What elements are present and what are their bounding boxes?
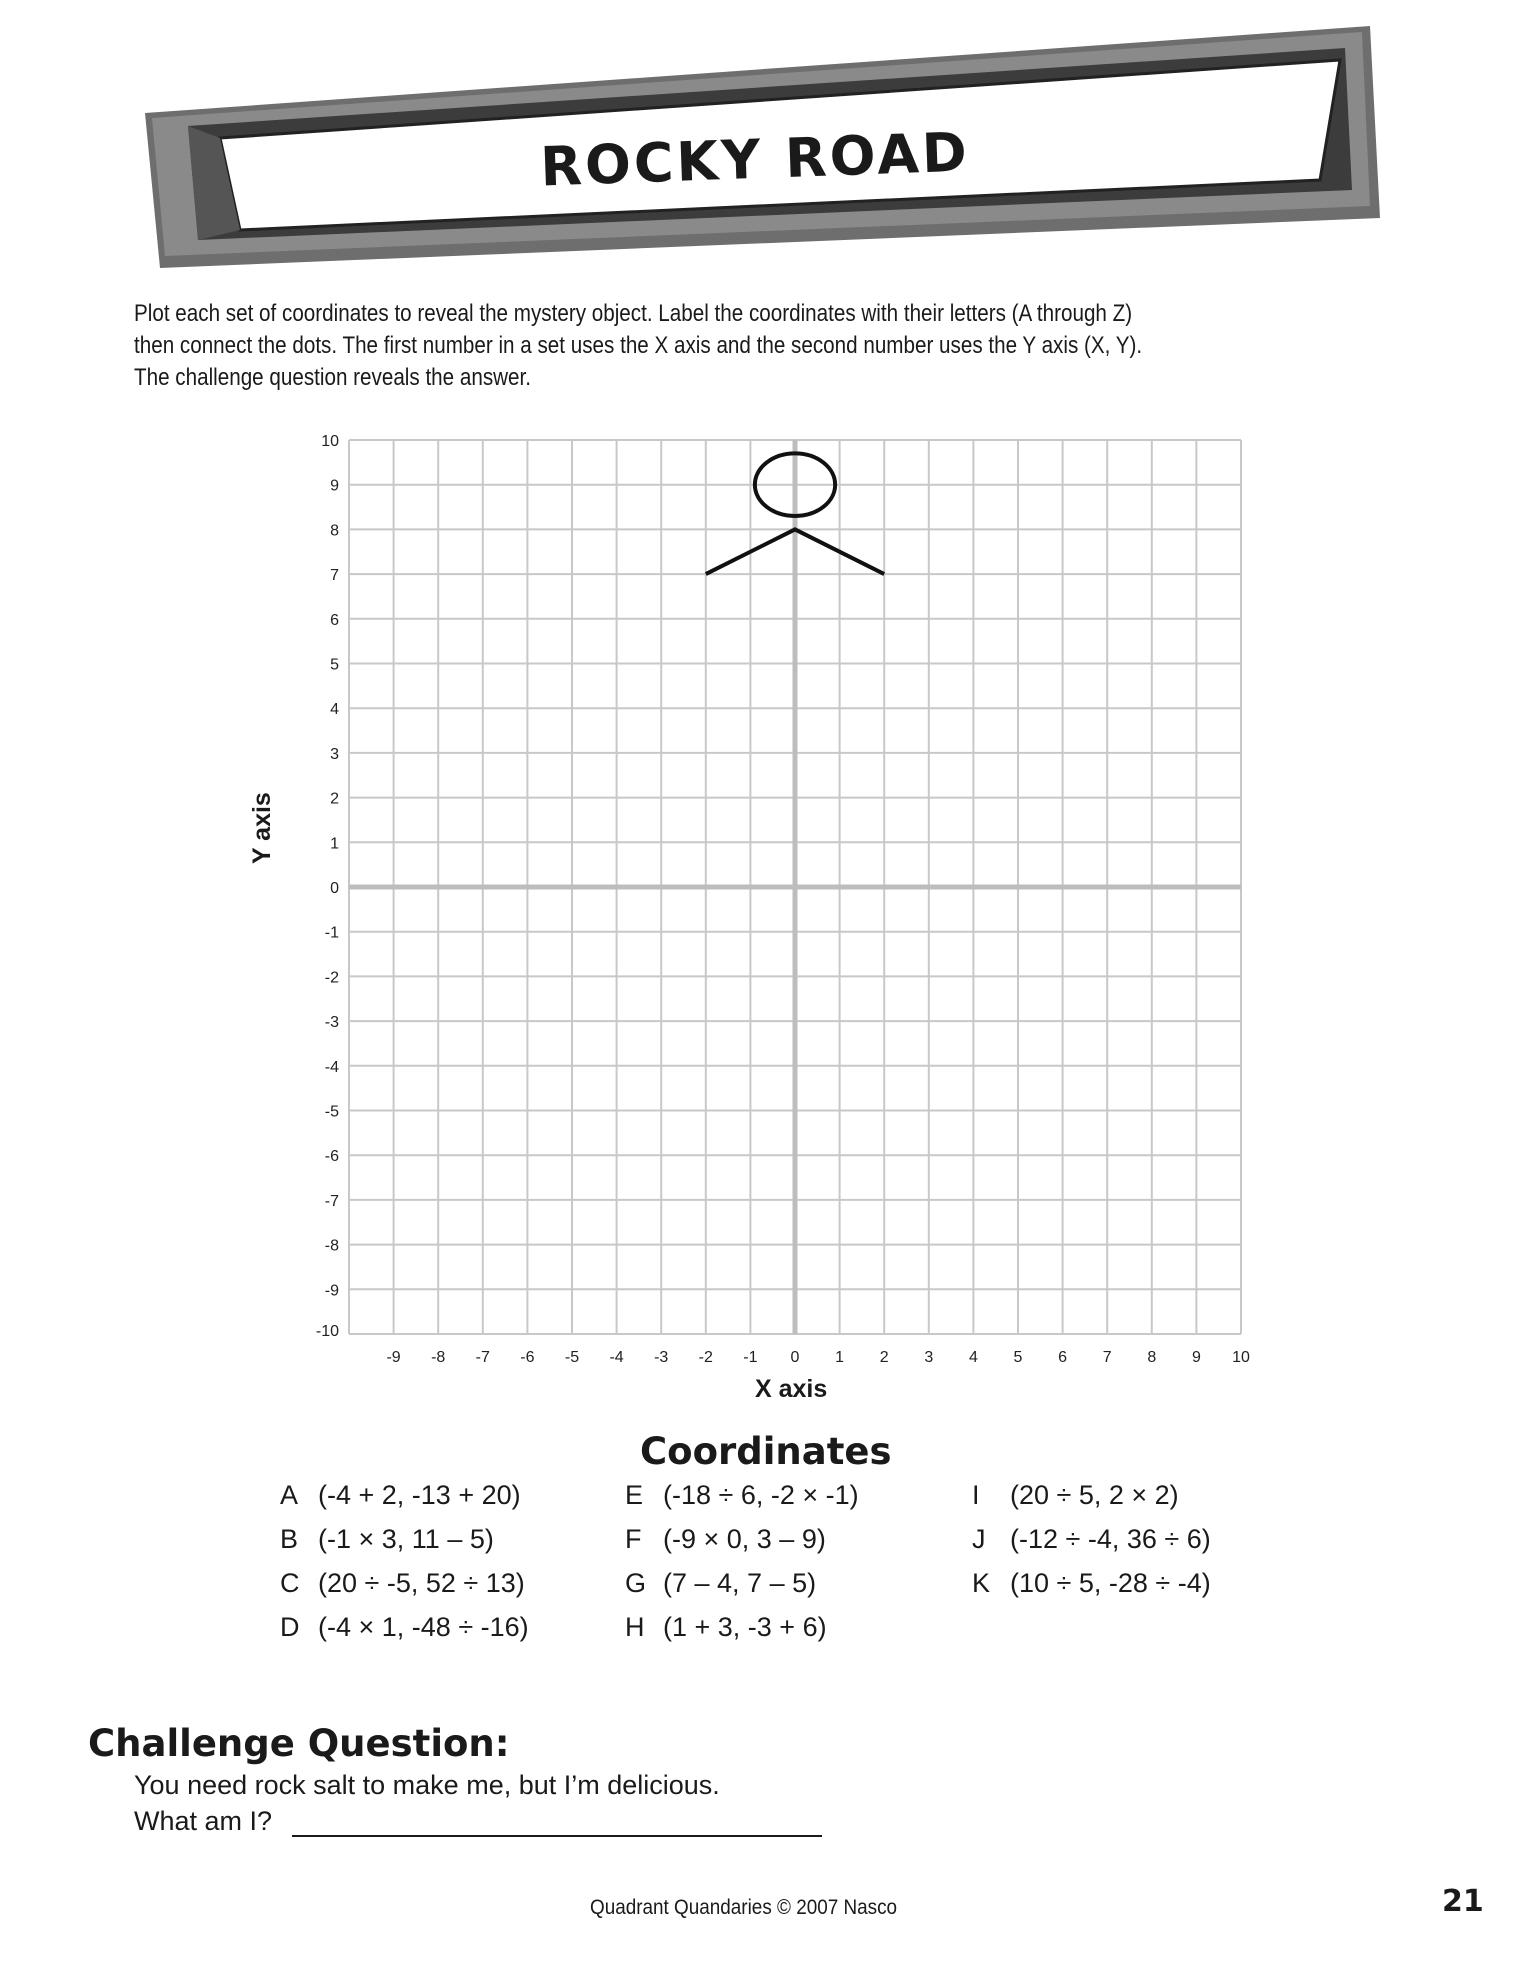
y-tick-label: 0: [330, 880, 339, 897]
y-tick-label: -5: [324, 1103, 339, 1121]
coordinate-item: [280, 1524, 494, 1555]
challenge-question-prompt: What am I?: [134, 1806, 273, 1836]
x-tick-label: -8: [431, 1349, 446, 1366]
x-tick-label: 0: [790, 1349, 800, 1366]
coordinate-grid: [260, 430, 1260, 1410]
y-tick-label: -8: [324, 1237, 339, 1255]
instruction-line: then connect the dots. The first number in a set uses the X axis and the second number uses the Y axis (X, Y).: [134, 332, 1143, 359]
coordinate-item: [625, 1612, 827, 1643]
challenge-question-text: You need rock salt to make me, but I’m delicious.: [134, 1770, 720, 1800]
coordinate-item: [972, 1524, 1211, 1555]
x-tick-label: -1: [743, 1349, 758, 1366]
coordinate-letter: A: [280, 1480, 299, 1510]
y-tick-label: -9: [324, 1282, 339, 1300]
x-tick-label: 6: [1058, 1349, 1068, 1366]
y-tick-label: -7: [324, 1192, 339, 1210]
coordinate-letter: J: [972, 1524, 986, 1554]
y-tick-label: 2: [330, 790, 339, 808]
x-tick-label: 7: [1102, 1349, 1112, 1366]
x-tick-label: -5: [564, 1349, 580, 1366]
coordinate-letter: G: [625, 1568, 647, 1598]
x-tick-label: -2: [698, 1349, 713, 1366]
coordinate-expression: (-4 × 1, -48 ÷ -16): [318, 1612, 529, 1642]
coordinate-item: [280, 1568, 525, 1599]
y-tick-label: 9: [330, 477, 339, 495]
y-tick-label: 7: [330, 567, 339, 585]
y-tick-label: 5: [330, 656, 339, 674]
y-tick-label: 4: [330, 701, 339, 719]
coordinate-expression: (-12 ÷ -4, 36 ÷ 6): [1010, 1524, 1211, 1554]
y-tick-label: 8: [330, 522, 339, 540]
challenge-heading: Challenge Question:: [88, 1722, 510, 1765]
x-tick-label: 9: [1191, 1349, 1201, 1366]
coordinate-expression: (20 ÷ 5, 2 × 2): [1010, 1480, 1179, 1510]
coordinate-letter: B: [280, 1524, 299, 1554]
page-title: ROCKY ROAD: [539, 120, 971, 199]
answer-blank: [292, 1835, 822, 1837]
coordinate-letter: I: [972, 1480, 980, 1510]
x-tick-label: -3: [654, 1349, 669, 1366]
coordinate-letter: C: [280, 1568, 300, 1598]
coordinate-expression: (10 ÷ 5, -28 ÷ -4): [1010, 1568, 1211, 1598]
y-tick-label: 1: [330, 835, 339, 853]
x-tick-label: 2: [879, 1349, 889, 1366]
coordinate-letter: H: [625, 1612, 645, 1642]
coordinates-heading: Coordinates: [640, 1430, 892, 1473]
coordinate-expression: (7 – 4, 7 – 5): [663, 1568, 817, 1598]
x-tick-label: 1: [835, 1349, 845, 1366]
footer-copyright: Quadrant Quandaries © 2007 Nasco: [590, 1896, 898, 1919]
x-tick-label: 3: [924, 1349, 934, 1366]
instructions: [134, 298, 1394, 394]
coordinate-item: [625, 1480, 859, 1511]
x-tick-label: -7: [475, 1349, 490, 1366]
x-axis-label: X axis: [755, 1375, 828, 1403]
coordinate-expression: (1 + 3, -3 + 6): [663, 1612, 827, 1642]
coordinate-letter: D: [280, 1612, 300, 1642]
coordinate-expression: (-1 × 3, 11 – 5): [318, 1524, 494, 1554]
y-tick-label: -10: [315, 1323, 339, 1340]
page-number: 21: [1442, 1884, 1484, 1919]
x-tick-label: -6: [520, 1349, 535, 1366]
coordinate-expression: (-9 × 0, 3 – 9): [663, 1524, 826, 1554]
coordinate-letter: K: [972, 1568, 991, 1598]
coordinate-expression: (-4 + 2, -13 + 20): [318, 1480, 521, 1510]
coordinate-letter: E: [625, 1480, 644, 1510]
coordinate-item: [280, 1612, 529, 1643]
y-tick-label: -3: [324, 1014, 339, 1032]
coordinate-letter: F: [625, 1524, 642, 1554]
y-tick-label: -6: [324, 1148, 339, 1166]
y-tick-label: 6: [330, 611, 339, 629]
x-tick-label: -4: [609, 1349, 624, 1366]
coordinate-item: [972, 1568, 1211, 1599]
coordinate-expression: (20 ÷ -5, 52 ÷ 13): [318, 1568, 525, 1598]
y-tick-label: -2: [324, 969, 339, 987]
x-tick-label: 10: [1232, 1349, 1250, 1366]
coordinate-expression: (-18 ÷ 6, -2 × -1): [663, 1480, 859, 1510]
y-tick-label: -1: [324, 924, 339, 942]
x-tick-label: -9: [386, 1349, 401, 1366]
y-tick-label: -4: [324, 1058, 339, 1076]
instruction-line: Plot each set of coordinates to reveal the mystery object. Label the coordinates with their letters (A through Z): [134, 300, 1133, 327]
coordinate-item: [972, 1480, 1179, 1511]
instruction-line: The challenge question reveals the answer.: [134, 364, 531, 391]
x-tick-label: 8: [1147, 1349, 1157, 1366]
y-axis-label: Y axis: [248, 792, 276, 864]
x-tick-label: 5: [1013, 1349, 1023, 1366]
x-tick-label: 4: [968, 1349, 978, 1366]
y-tick-label: 10: [321, 433, 339, 450]
coordinate-item: [280, 1480, 521, 1511]
coordinate-item: [625, 1524, 826, 1555]
y-tick-label: 3: [330, 745, 339, 763]
coordinate-item: [625, 1568, 816, 1599]
